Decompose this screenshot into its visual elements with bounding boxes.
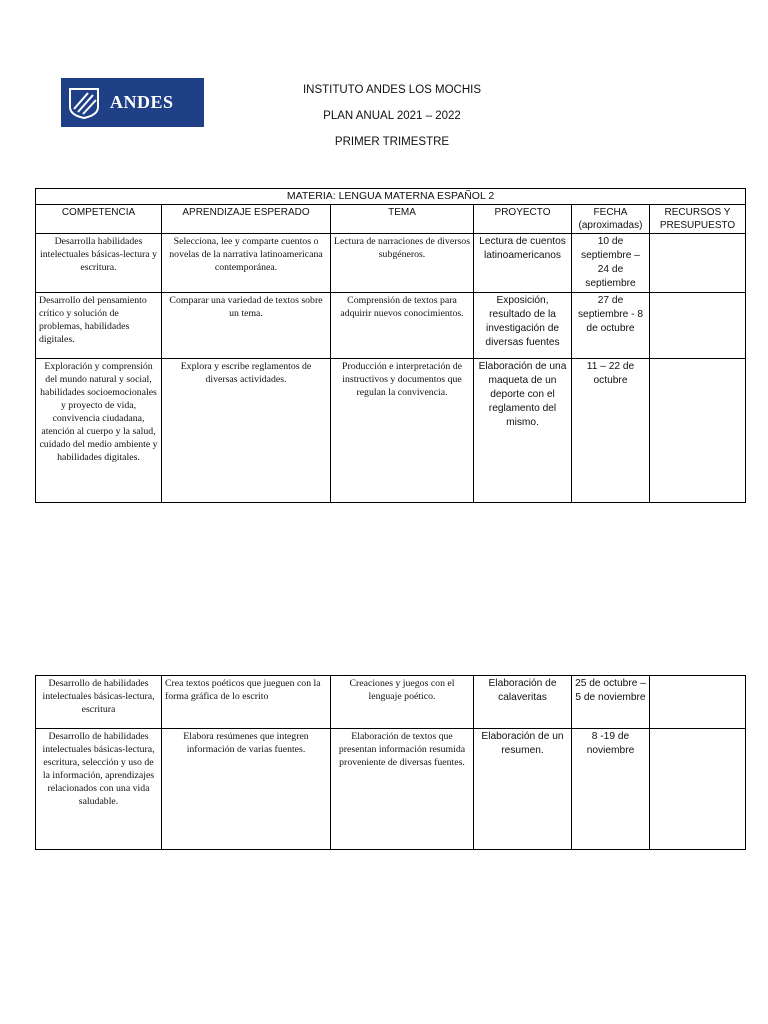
aprendizaje-cell: Explora y escribe reglamentos de diversas actividades. <box>162 359 331 503</box>
table-row <box>36 676 746 729</box>
fecha-cell: 25 de octubre – 5 de noviembre <box>572 676 650 729</box>
recursos-cell <box>650 293 746 359</box>
plan-title: PLAN ANUAL 2021 – 2022 <box>323 110 461 122</box>
proyecto-cell: Elaboración de una maqueta de un deporte con el reglamento del mismo. <box>474 359 572 503</box>
recursos-cell <box>650 359 746 503</box>
tema-cell: Creaciones y juegos con el lenguaje poético. <box>331 676 474 729</box>
logo-text: ANDES <box>110 92 174 112</box>
table-row <box>36 359 746 503</box>
school-name: INSTITUTO ANDES LOS MOCHIS <box>302 84 482 96</box>
competencia-cell: Desarrollo de habilidades intelectuales básicas-lectura, escritura, selección y uso de la información, aprendizajes relacionados con una vida saludable. <box>36 729 162 850</box>
competencia-cell: Desarrolla habilidades intelectuales básicas-lectura y escritura. <box>36 234 162 293</box>
competencia-cell: Desarrollo del pensamiento crítico y solución de problemas, habilidades digitales. <box>36 293 162 359</box>
plan-table <box>35 188 746 503</box>
column-header: COMPETENCIA <box>36 205 162 234</box>
fecha-cell: 8 -19 de noviembre <box>572 729 650 850</box>
table-row <box>36 234 746 293</box>
aprendizaje-cell: Elabora resúmenes que integren información de varias fuentes. <box>162 729 331 850</box>
recursos-cell <box>650 676 746 729</box>
tema-cell: Lectura de narraciones de diversos subgéneros. <box>331 234 474 293</box>
tema-cell: Comprensión de textos para adquirir nuevos conocimientos. <box>331 293 474 359</box>
term-title: PRIMER TRIMESTRE <box>334 136 450 148</box>
column-header: TEMA <box>331 205 474 234</box>
fecha-cell: 11 – 22 de octubre <box>572 359 650 503</box>
competencia-cell: Exploración y comprensión del mundo natural y social, habilidades socioemocionales y proyecto de vida, convivencia ciudadana, atención al cuerpo y la salud, cuidado del medio ambiente y habilidades digitales. <box>36 359 162 503</box>
proyecto-cell: Elaboración de un resumen. <box>474 729 572 850</box>
tema-cell: Producción e interpretación de instructivos y documentos que regulan la convivencia. <box>331 359 474 503</box>
fecha-cell: 27 de septiembre - 8 de octubre <box>572 293 650 359</box>
column-header: PROYECTO <box>474 205 572 234</box>
column-header: RECURSOS Y PRESUPUESTO <box>650 205 746 234</box>
fecha-cell: 10 de septiembre – 24 de septiembre <box>572 234 650 293</box>
aprendizaje-cell: Selecciona, lee y comparte cuentos o novelas de la narrativa latinoamericana contemporánea. <box>162 234 331 293</box>
aprendizaje-cell: Comparar una variedad de textos sobre un tema. <box>162 293 331 359</box>
table-row <box>36 293 746 359</box>
proyecto-cell: Exposición, resultado de la investigación de diversas fuentes <box>474 293 572 359</box>
proyecto-cell: Lectura de cuentos latinoamericanos <box>474 234 572 293</box>
table-row <box>36 729 746 850</box>
proyecto-cell: Elaboración de calaveritas <box>474 676 572 729</box>
recursos-cell <box>650 729 746 850</box>
subject-title: MATERIA: LENGUA MATERNA ESPAÑOL 2 <box>36 189 746 205</box>
column-header: FECHA (aproximadas) <box>572 205 650 234</box>
tema-cell: Elaboración de textos que presentan información resumida proveniente de diversas fuentes. <box>331 729 474 850</box>
plan-table-continued <box>35 675 746 850</box>
column-header: APRENDIZAJE ESPERADO <box>162 205 331 234</box>
competencia-cell: Desarrollo de habilidades intelectuales básicas-lectura, escritura <box>36 676 162 729</box>
recursos-cell <box>650 234 746 293</box>
aprendizaje-cell: Crea textos poéticos que jueguen con la forma gráfica de lo escrito <box>162 676 331 729</box>
